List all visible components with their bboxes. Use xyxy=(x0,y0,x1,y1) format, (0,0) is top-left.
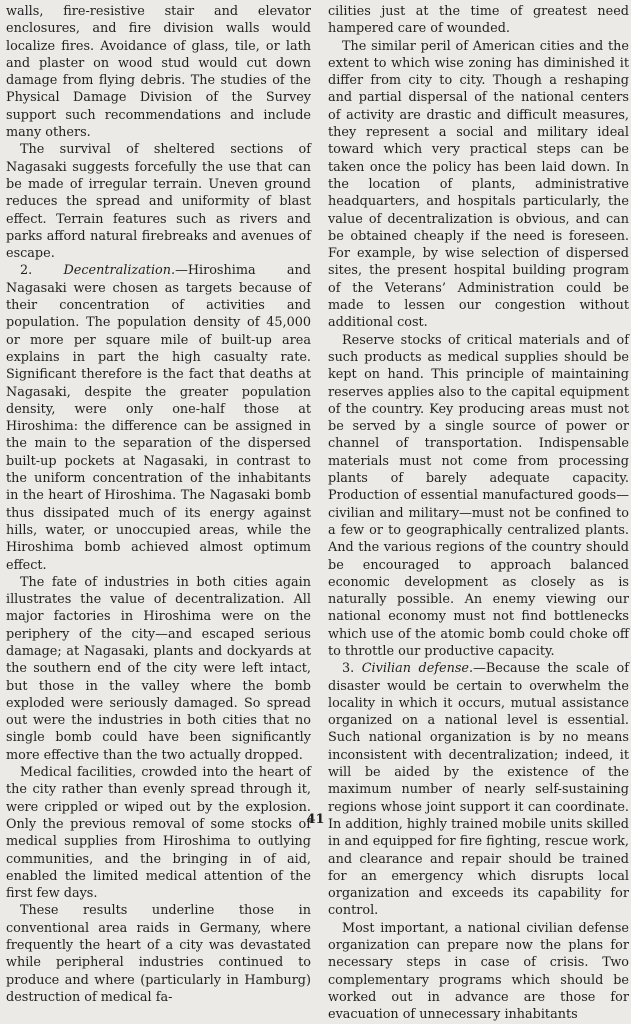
paragraph-civilian-defense xyxy=(328,660,629,919)
section-heading: Decentralization. xyxy=(63,263,176,279)
section-text: —Because the scale of disaster would be certain to overwhelm the locality in which it occurs, mutual assistance organized on a national level is essential. Such national organization is by no means inconsistent with decentralization; indeed, it will be aided by the existence of the maximum number of nearly self-sustaining regions whose joint support it can coordinate. In addition, highly trained mobile units skilled in and equipped for fire fighting, rescue work, and clearance and repair should be trained for an emergency which disrupts local organization and exceeds its capability for control. xyxy=(328,661,629,919)
paragraph: walls, fire-resistive stair and elevator enclosures, and fire division walls would localize fires. Avoidance of glass, tile, or lath and plaster on wood stud would cut down damage from flying debris. The studies of the Physical Damage Division of the Survey support such recommendations and include many others. xyxy=(6,4,311,141)
section-number: 2. xyxy=(20,263,33,279)
left-column xyxy=(6,3,311,1006)
right-column xyxy=(328,3,629,1024)
section-number: 3. xyxy=(342,661,355,677)
page-number: 41 xyxy=(306,812,325,827)
paragraph: Medical facilities, crowded into the heart of the city rather than evenly spread through it, were crippled or wiped out by the explosion. Only the previous removal of some stocks of medical supplies from Hiroshima to outlying communities, and the bringing in of aid, enabled the limited medical attention of the first few days. xyxy=(6,765,311,902)
paragraph: The survival of sheltered sections of Nagasaki suggests forcefully the use that can be made of irregular terrain. Uneven ground reduces the spread and uniformity of blast effect. Terrain features such as rivers and parks afford natural firebreaks and avenues of escape. xyxy=(6,142,311,262)
paragraph: The similar peril of American cities and the extent to which wise zoning has diminished it differ from city to city. Though a reshaping and partial dispersal of the national centers of activity are drastic and difficult measures, they represent a social and military ideal toward which very practical steps can be taken once the policy has been laid down. In the location of plants, administrative headquarters, and hospitals particularly, the value of decentralization is obvious, and can be obtained cheaply if the need is foreseen. For example, by wise selection of dispersed sites, the present hospital building program of the Veterans’ Administration could be made to lessen our congestion without additional cost. xyxy=(328,38,629,331)
paragraph: Reserve stocks of critical materials and of such products as medical supplies should be kept on hand. This principle of maintaining reserves applies also to the capital equipment of the country. Key producing areas must not be served by a single source of power or channel of transportation. Indispensable materials must not come from processing plants of barely adequate capacity. Production of essential manufactured goods—civilian and military—must not be confined to a few or to geographically centralized plants. And the various regions of the country should be encouraged to approach balanced economic development as closely as is naturally possible. An enemy viewing our national economy must not find bottlenecks which use of the atomic bomb could choke off to throttle our productive capacity. xyxy=(328,332,629,659)
section-text: —Hiroshima and Nagasaki were chosen as targets because of their concentration of activities and population. The population density of 45,000 or more per square mile of built-up area explains in part the high casualty rate. Significant therefore is the fact that deaths at Nagasaki, despite the greater population density, were only one-half those at Hiroshima: the difference can be assigned in the main to the separation of the dispersed built-up pockets at Nagasaki, in contrast to the uniform concentration of the inhabitants in the heart of Hiroshima. The Nagasaki bomb thus dissipated much of its energy against hills, water, or unoccupied areas, while the Hiroshima bomb achieved almost optimum effect. xyxy=(6,263,311,573)
section-heading: Civilian defense. xyxy=(361,661,474,677)
paragraph: cilities just at the time of greatest need hampered care of wounded. xyxy=(328,4,629,37)
paragraph-decentralization xyxy=(6,262,311,573)
paragraph: Most important, a national civilian defense organization can prepare now the plans for necessary steps in case of crisis. Two complementary programs which should be worked out in advance are those for evacuation of unnecessary inhabitants xyxy=(328,920,629,1023)
paragraph: These results underline those in conventional area raids in Germany, where frequently the heart of a city was devastated while peripheral industries continued to produce and where (particularly in Hamburg) destruction of medical fa- xyxy=(6,903,311,1005)
paragraph: The fate of industries in both cities again illustrates the value of decentralization. All major factories in Hiroshima were on the periphery of the city—and escaped serious damage; at Nagasaki, plants and dockyards at the southern end of the city were left intact, but those in the valley where the bomb exploded were seriously damaged. So spread out were the industries in both cities that no single bomb could have been significantly more effective than the two actually dropped. xyxy=(6,574,311,763)
